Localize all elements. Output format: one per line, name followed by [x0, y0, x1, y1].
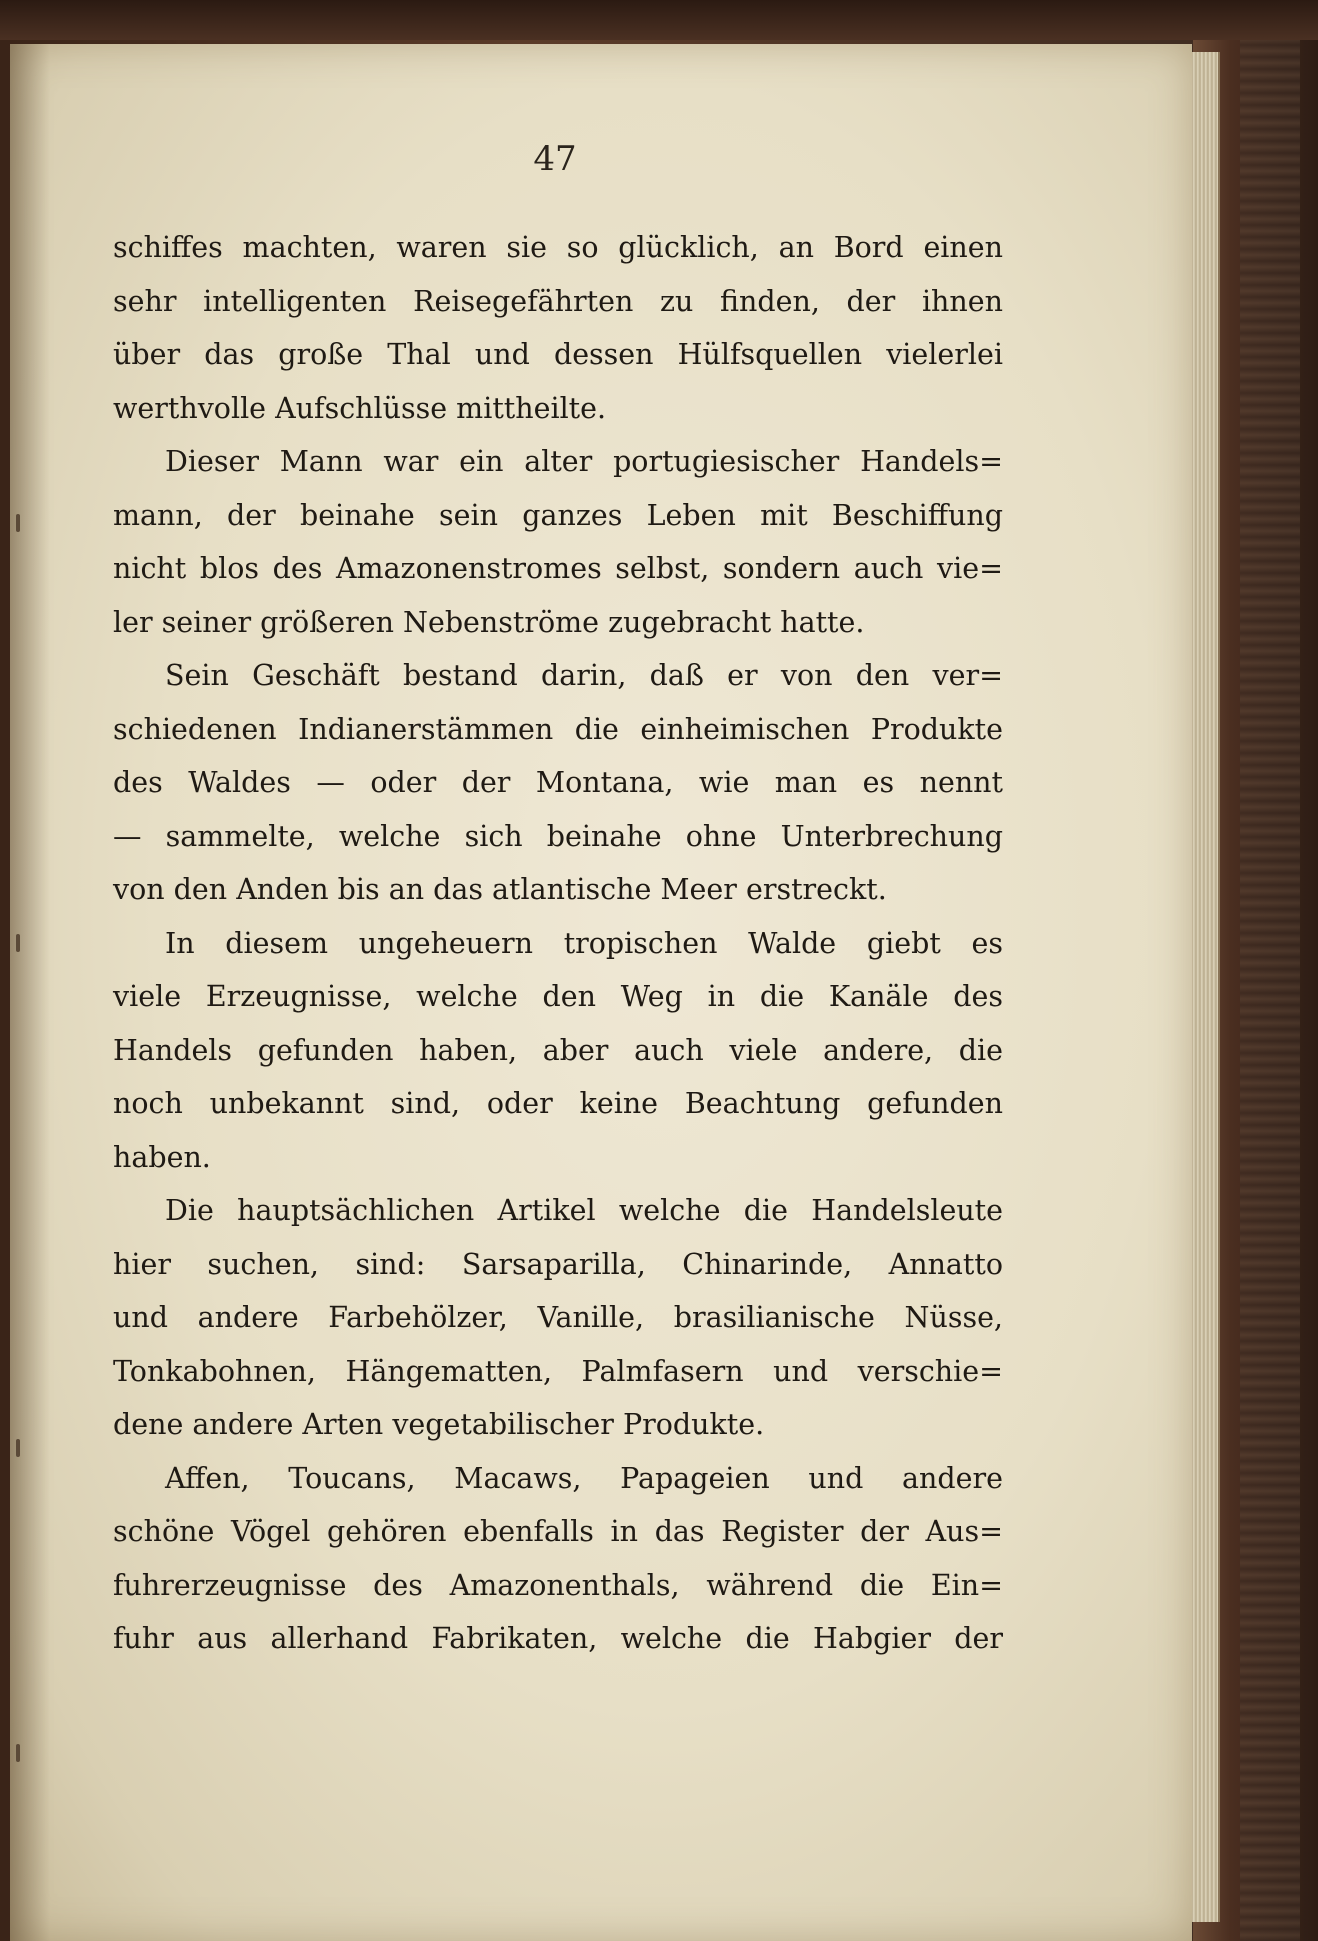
book-spine-texture	[1240, 40, 1300, 1941]
page-block-edges	[1190, 52, 1220, 1922]
text-line: schöne Vögel gehören ebenfalls in das Register der Aus=	[113, 1515, 1003, 1548]
text-line: nicht blos des Amazonenstromes selbst, sondern auch vie=	[113, 552, 1003, 585]
text-line: werthvolle Aufschlüsse mittheilte.	[113, 391, 607, 425]
paragraph	[113, 435, 1003, 649]
text-line: In diesem ungeheuern tropischen Walde giebt es	[165, 926, 1003, 960]
text-line: viele Erzeugnisse, welche den Weg in die Kanäle des	[113, 980, 1003, 1013]
text-line: schiedenen Indianerstämmen die einheimischen Produkte	[113, 712, 1003, 746]
page-number: 47	[533, 139, 577, 179]
text-line: mann, der beinahe sein ganzes Leben mit Beschiffung	[113, 498, 1003, 532]
body-text	[113, 221, 1003, 1666]
text-line: Tonkabohnen, Hängematten, Palmfasern und verschie=	[113, 1354, 1003, 1388]
text-line: Dieser Mann war ein alter portugiesischer Handels=	[165, 445, 1003, 478]
text-line: haben.	[113, 1140, 211, 1174]
paragraph	[113, 649, 1003, 917]
gutter-shadow	[10, 44, 50, 1941]
binding-stitch	[16, 1744, 20, 1762]
text-line: Handels gefunden haben, aber auch viele andere, die	[113, 1033, 1003, 1067]
binding-stitch	[16, 934, 20, 952]
text-line: ler seiner größeren Nebenströme zugebracht hatte.	[113, 605, 865, 639]
text-line: über das große Thal und dessen Hülfsquellen vielerlei	[113, 338, 1003, 371]
text-line: — sammelte, welche sich beinahe ohne Unterbrechung	[113, 819, 1003, 853]
text-line: fuhr aus allerhand Fabrikaten, welche die Habgier der	[113, 1622, 1003, 1655]
text-line: und andere Farbehölzer, Vanille, brasilianische Nüsse,	[113, 1301, 1003, 1334]
paragraph	[113, 1452, 1003, 1666]
text-line: Die hauptsächlichen Artikel welche die Handelsleute	[165, 1194, 1003, 1227]
book-cover-top-edge	[0, 0, 1318, 40]
text-line: noch unbekannt sind, oder keine Beachtung gefunden	[113, 1087, 1003, 1120]
paragraph	[113, 917, 1003, 1185]
text-line: sehr intelligenten Reisegefährten zu finden, der ihnen	[113, 284, 1003, 318]
binding-stitch	[16, 514, 20, 532]
text-line: hier suchen, sind: Sarsaparilla, Chinarinde, Annatto	[113, 1247, 1003, 1281]
text-line: schiffes machten, waren sie so glücklich, an Bord einen	[113, 231, 1003, 264]
text-line: des Waldes — oder der Montana, wie man es nennt	[113, 766, 1003, 799]
book-page	[10, 44, 1192, 1941]
text-line: fuhrerzeugnisse des Amazonenthals, während die Ein=	[113, 1568, 1003, 1602]
text-line: von den Anden bis an das atlantische Meer erstreckt.	[113, 873, 887, 906]
text-line: Affen, Toucans, Macaws, Papageien und andere	[165, 1461, 1003, 1495]
paragraph	[113, 221, 1003, 435]
text-line: Sein Geschäft bestand darin, daß er von den ver=	[165, 659, 1003, 692]
binding-stitch	[16, 1439, 20, 1457]
text-line: dene andere Arten vegetabilischer Produkte.	[113, 1408, 765, 1441]
paragraph	[113, 1184, 1003, 1452]
